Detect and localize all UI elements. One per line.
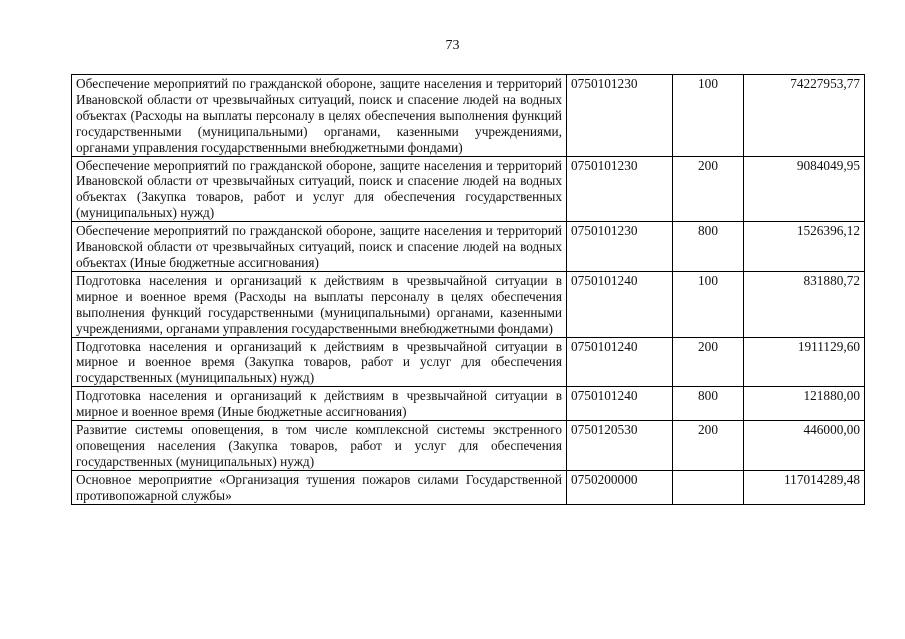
- row-sum: 9084049,95: [744, 156, 865, 222]
- table-row: [72, 75, 865, 157]
- row-sum: 1911129,60: [744, 337, 865, 387]
- row-target-code: 0750101230: [567, 222, 673, 272]
- row-sum: 831880,72: [744, 271, 865, 337]
- row-expense-type: 200: [673, 156, 744, 222]
- row-target-code: 0750101240: [567, 337, 673, 387]
- row-expense-type: 800: [673, 222, 744, 272]
- row-target-code: 0750101230: [567, 75, 673, 157]
- row-description: Подготовка населения и организаций к действиям в чрезвычайной ситуации в мирное и военное время (Расходы на выплаты персоналу в целях обеспечения выполнения функций государственными (муниципальными) органами, казенными учреждениями, органами управления государственными внебюджетными фондами): [72, 271, 567, 337]
- row-description: Обеспечение мероприятий по гражданской обороне, защите населения и территорий Ивановской области от чрезвычайных ситуаций, поиск и спасение людей на водных объектах (Расходы на выплаты персоналу в целях обеспечения выполнения функций государственными (муниципальными) органами, казенными учреждениями, органами управления государственными внебюджетными фондами): [72, 75, 567, 157]
- row-expense-type: 100: [673, 75, 744, 157]
- table-row: [72, 421, 865, 471]
- table-row: [72, 156, 865, 222]
- row-target-code: 0750101240: [567, 271, 673, 337]
- row-description: Подготовка населения и организаций к действиям в чрезвычайной ситуации в мирное и военное время (Иные бюджетные ассигнования): [72, 387, 567, 421]
- row-sum: 121880,00: [744, 387, 865, 421]
- row-target-code: 0750101240: [567, 387, 673, 421]
- budget-table: [71, 74, 865, 505]
- table-row: [72, 470, 865, 504]
- row-expense-type: [673, 470, 744, 504]
- row-target-code: 0750101230: [567, 156, 673, 222]
- row-sum: 117014289,48: [744, 470, 865, 504]
- row-description: Основное мероприятие «Организация тушения пожаров силами Государственной противопожарной службы»: [72, 470, 567, 504]
- table-row: [72, 271, 865, 337]
- row-expense-type: 200: [673, 337, 744, 387]
- row-sum: 446000,00: [744, 421, 865, 471]
- table-row: [72, 222, 865, 272]
- row-description: Обеспечение мероприятий по гражданской обороне, защите населения и территорий Ивановской области от чрезвычайных ситуаций, поиск и спасение людей на водных объектах (Закупка товаров, работ и услуг для обеспечения государственных (муниципальных) нужд): [72, 156, 567, 222]
- row-expense-type: 200: [673, 421, 744, 471]
- page-number: 73: [445, 38, 460, 53]
- row-sum: 74227953,77: [744, 75, 865, 157]
- row-description: Обеспечение мероприятий по гражданской обороне, защите населения и территорий Ивановской области от чрезвычайных ситуаций, поиск и спасение людей на водных объектах (Иные бюджетные ассигнования): [72, 222, 567, 272]
- row-description: Подготовка населения и организаций к действиям в чрезвычайной ситуации в мирное и военное время (Закупка товаров, работ и услуг для обеспечения государственных (муниципальных) нужд): [72, 337, 567, 387]
- table-row: [72, 387, 865, 421]
- row-expense-type: 100: [673, 271, 744, 337]
- row-description: Развитие системы оповещения, в том числе комплексной системы экстренного оповещения населения (Закупка товаров, работ и услуг для обеспечения государственных (муниципальных) нужд): [72, 421, 567, 471]
- row-sum: 1526396,12: [744, 222, 865, 272]
- row-target-code: 0750120530: [567, 421, 673, 471]
- budget-table-body: [72, 75, 865, 505]
- table-row: [72, 337, 865, 387]
- row-target-code: 0750200000: [567, 470, 673, 504]
- row-expense-type: 800: [673, 387, 744, 421]
